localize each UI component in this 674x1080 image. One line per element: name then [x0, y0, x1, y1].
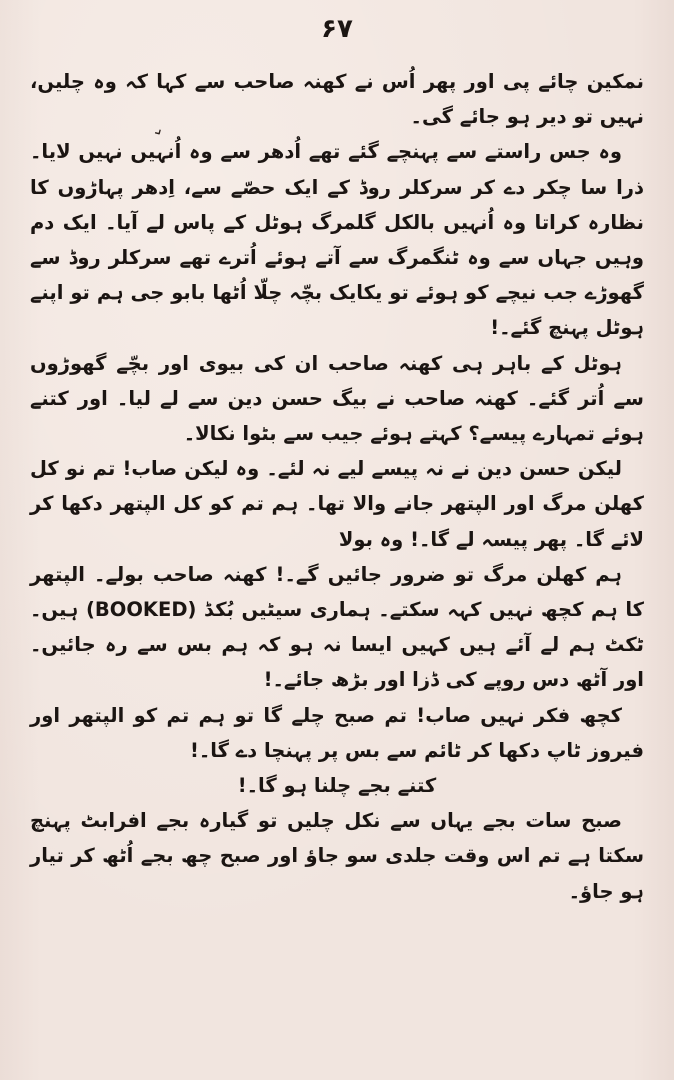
paragraph-7: کتنے بجے چلنا ہو گا۔! [237, 774, 437, 798]
paragraph-4: لیکن حسن دین نے نہ پیسے لیے نہ لئے۔ وہ لیکن صاب! تم نو کل کھلن مرگ اور الپتھر جانے والا تھا۔ ہم تم کو کل الپتھر دکھا کر لائے گا۔ پھر پیسہ لے گا۔! وہ بولا [30, 457, 644, 551]
page-number: ۶۷ [321, 14, 353, 44]
paragraph-6: کچھ فکر نہیں صاب! تم صبح چلے گا تو ہم تم کو الپتھر اور فیروز ٹاپ دکھا کر ٹائم سے بس پر پہنچا دے گا۔! [30, 703, 644, 762]
paragraph-8: صبح سات بجے یہاں سے نکل چلیں تو گیارہ بجے افرابٹ پہنچ سکتا ہے تم اس وقت جلدی سو جاؤ اور صبح چھ بجے اُٹھ کر تیار ہو جاؤ۔ [30, 809, 644, 903]
pen-tick-mark: ⌄ [146, 117, 168, 142]
paragraph-2: وہ جس راستے سے پہنچے گئے تھے اُدھر سے وہ اُنہیں نہیں لایا۔ ذرا سا چکر دے کر سرکلر روڈ کے ایک حصّے سے، اِدھر پہاڑوں کا نظارہ کراتا وہ اُنہیں بالکل گلمرگ ہوٹل کے پاس لے آیا۔ ایک دم وہیں جہاں سے وہ ٹنگمرگ سے آتے ہوئے اُترے تھے سرکلر روڈ سے گھوڑے جب نیچے کو ہوئے تو یکایک بچّہ چلّا اُٹھا بابو جی ہم تو اپنے ہوٹل پہنچ گئے۔! [30, 140, 644, 340]
paragraph-3: ہوٹل کے باہر ہی کھنہ صاحب ان کی بیوی اور بچّے گھوڑوں سے اُتر گئے۔ کھنہ صاحب نے بیگ حسن دین سے لے لیا۔ اور کتنے ہوئے تمہارے پیسے؟ کہتے ہوئے جیب سے بٹوا نکالا۔ [30, 351, 644, 446]
paragraph-1: نمکین چائے پی اور پھر اُس نے کھنہ صاحب سے کہا کہ وہ چلیں، نہیں تو دیر ہو جائے گی۔ [30, 70, 644, 129]
urdu-text-body [30, 64, 644, 909]
paragraph-5: ہم کھلن مرگ تو ضرور جائیں گے۔! کھنہ صاحب بولے۔ الپتھر کا ہم کچھ نہیں کہہ سکتے۔ ہماری سیٹیں بُکڈ (BOOKED) ہیں۔ ٹکٹ ہم لے آئے ہیں کہیں ایسا نہ ہو کہ ہم بس سے رہ جائیں۔ اور آٹھ دس روپے کی ڈزا اور بڑھ جائے۔! [30, 562, 644, 692]
